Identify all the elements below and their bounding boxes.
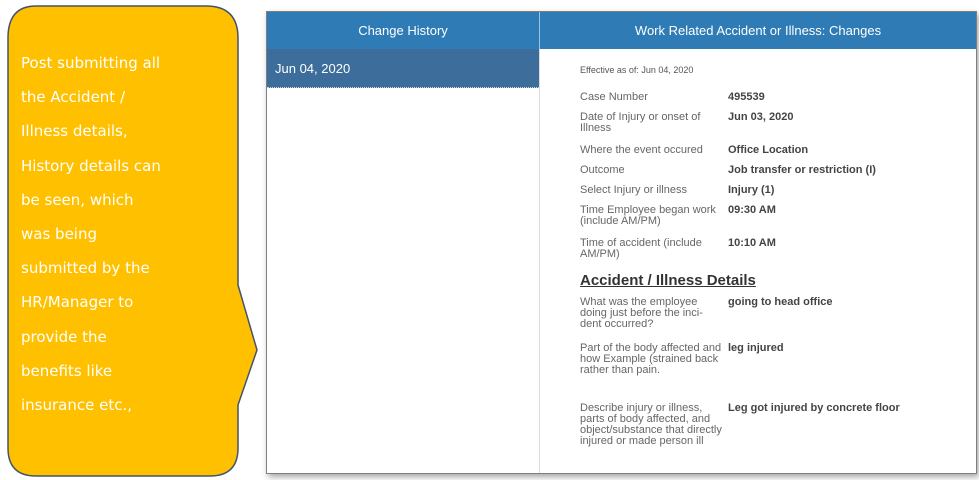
callout-line: Post submitting all	[21, 54, 161, 72]
field-label: Outcome	[580, 164, 625, 176]
detail-value: Leg got injured by concrete floor	[728, 402, 900, 414]
detail-label: Part of the body affected and how Example (strained back rather than pain.	[580, 342, 722, 376]
section-title: Accident / Illness Details	[580, 272, 756, 289]
field-label: Select Injury or illness	[580, 184, 687, 196]
field-value: 495539	[728, 91, 765, 103]
change-history-panel	[266, 11, 977, 474]
effective-date: Effective as of: Jun 04, 2020	[580, 65, 694, 75]
callout-line: benefits like	[21, 361, 113, 380]
detail-label: Describe injury or illness, parts of body affected, and object/substance that directly injured or made person ill	[580, 402, 722, 447]
history-item-selected[interactable]: Jun 04, 2020	[267, 49, 539, 88]
callout-line: History details can	[21, 156, 161, 175]
changes-header: Work Related Accident or Illness: Changes	[540, 12, 976, 49]
field-value: Office Location	[728, 144, 809, 156]
callout-line: submitted by the	[21, 259, 150, 278]
field-label: Case Number	[580, 91, 648, 103]
field-label: Date of Injury or onset of Illness	[580, 111, 701, 134]
detail-value: going to head office	[728, 296, 833, 308]
callout-line: Illness details,	[21, 122, 128, 141]
callout-line: was being	[21, 225, 97, 244]
callout-line: HR/Manager to	[21, 293, 134, 312]
field-label: Where the event occured	[580, 144, 703, 156]
field-value: Injury (1)	[728, 184, 775, 196]
field-value: 10:10 AM	[728, 237, 776, 249]
callout-line: insurance etc.,	[21, 396, 132, 415]
field-value: Jun 03, 2020	[728, 111, 794, 123]
field-label: Time Employee began work (include AM/PM)	[580, 204, 716, 227]
callout-line: be seen, which	[21, 190, 134, 209]
detail-value: leg injured	[728, 342, 784, 354]
detail-label: What was the employee doing just before the inci-dent occurred?	[580, 296, 703, 330]
callout-line: provide the	[21, 327, 107, 346]
change-history-header: Change History	[267, 12, 539, 49]
callout-text	[21, 46, 221, 422]
field-value: 09:30 AM	[728, 204, 776, 216]
column-divider	[539, 49, 540, 473]
field-value: Job transfer or restriction (I)	[728, 164, 876, 176]
callout-note	[0, 0, 260, 480]
field-label: Time of accident (include AM/PM)	[580, 237, 702, 260]
callout-line: the Accident /	[21, 88, 126, 107]
